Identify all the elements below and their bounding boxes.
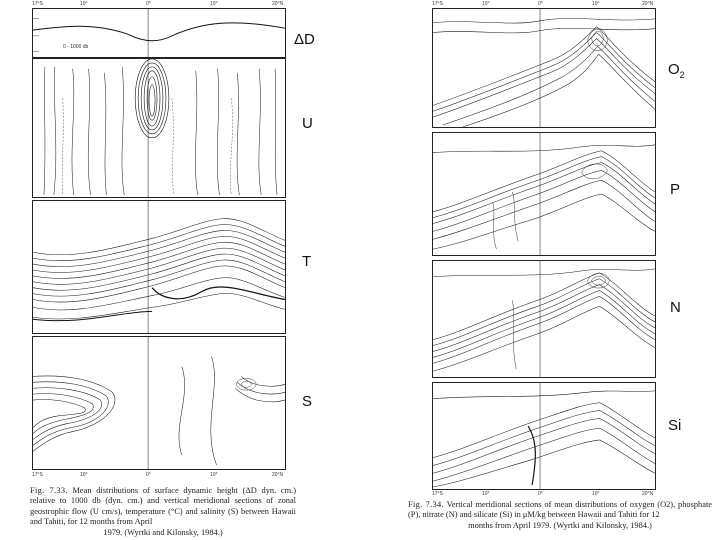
caption-last-line: 1979. (Wyrtki and Kilonsky, 1984.)	[103, 527, 223, 537]
bottom-axis-label: 0°	[146, 472, 151, 478]
panel-dynamic-height	[32, 8, 286, 58]
label-o2-main: O	[668, 61, 680, 78]
caption-number: Fig. 7.34.	[408, 500, 444, 509]
bottom-axis-label: 20°N	[642, 491, 654, 497]
oxygen-contours	[433, 9, 655, 127]
phosphate-contours	[433, 133, 655, 255]
top-axis-label: 17°S	[432, 1, 443, 7]
panel-silicate	[432, 382, 656, 490]
label-delta-d: ΔD	[294, 31, 315, 48]
label-o2-subscript: 2	[679, 70, 685, 80]
top-axis-label: 10°	[210, 1, 218, 7]
caption-7-33	[30, 486, 296, 538]
label-s: S	[302, 393, 313, 410]
caption-7-34	[408, 500, 712, 531]
nitrate-contours	[433, 261, 655, 377]
top-axis-label: 0°	[146, 1, 151, 7]
temperature-contours	[33, 201, 285, 333]
panel-temperature	[32, 200, 286, 334]
caption-body: Mean distributions of surface dynamic height (ΔD dyn. cm.) relative to 1000 db (dyn. cm.) and vertical meridional sections of zonal geostrophic flow (U cm/s), temperature (°C) and salinity (S) between Hawaii and Tahiti, for 12 months from April	[30, 486, 296, 527]
bottom-axis-label: 10°	[80, 472, 88, 478]
top-axis-label: 17°S	[32, 1, 43, 7]
silicate-contours	[433, 383, 655, 489]
label-p: P	[670, 181, 681, 198]
bottom-axis-label: 10°	[592, 491, 600, 497]
top-axis-label: 10°	[80, 1, 88, 7]
label-u: U	[302, 115, 313, 132]
panel-oxygen	[432, 8, 656, 128]
caption-body: Vertical meridional sections of mean distributions of oxygen (O2), phosphate (P), nitrate (N) and silicate (Si) in μM/kg between Hawaii and Tahiti for 12	[408, 500, 712, 520]
panel-salinity	[32, 336, 286, 470]
bottom-axis-label: 10°	[210, 472, 218, 478]
bottom-axis-label: 10°	[482, 491, 490, 497]
top-axis-label: 20°N	[272, 1, 284, 7]
caption-number: Fig. 7.33.	[30, 486, 68, 495]
bottom-axis-label: 17°S	[432, 491, 443, 497]
figure-7-33	[0, 0, 330, 540]
panel-phosphate	[432, 132, 656, 256]
label-si: Si	[668, 417, 682, 434]
figure-7-34	[402, 0, 720, 540]
caption-last-line: months from April 1979. (Wyrtki and Kilonsky, 1984.)	[468, 520, 652, 530]
salinity-contours	[33, 337, 285, 469]
top-axis-label: 0°	[538, 1, 543, 7]
top-axis-label: 20°N	[642, 1, 654, 7]
bottom-axis-label: 17°S	[32, 472, 43, 478]
panel-nitrate	[432, 260, 656, 378]
top-axis-label: 10°	[482, 1, 490, 7]
top-axis-label: 10°	[592, 1, 600, 7]
label-n: N	[670, 299, 681, 316]
inset-label: 0 - 1000 db	[63, 44, 89, 50]
panel-zonal-flow	[32, 58, 286, 198]
label-t: T	[302, 253, 312, 270]
bottom-axis-label: 20°N	[272, 472, 284, 478]
zonal-flow-contours	[33, 59, 285, 197]
bottom-axis-label: 0°	[538, 491, 543, 497]
label-o2	[668, 61, 685, 80]
